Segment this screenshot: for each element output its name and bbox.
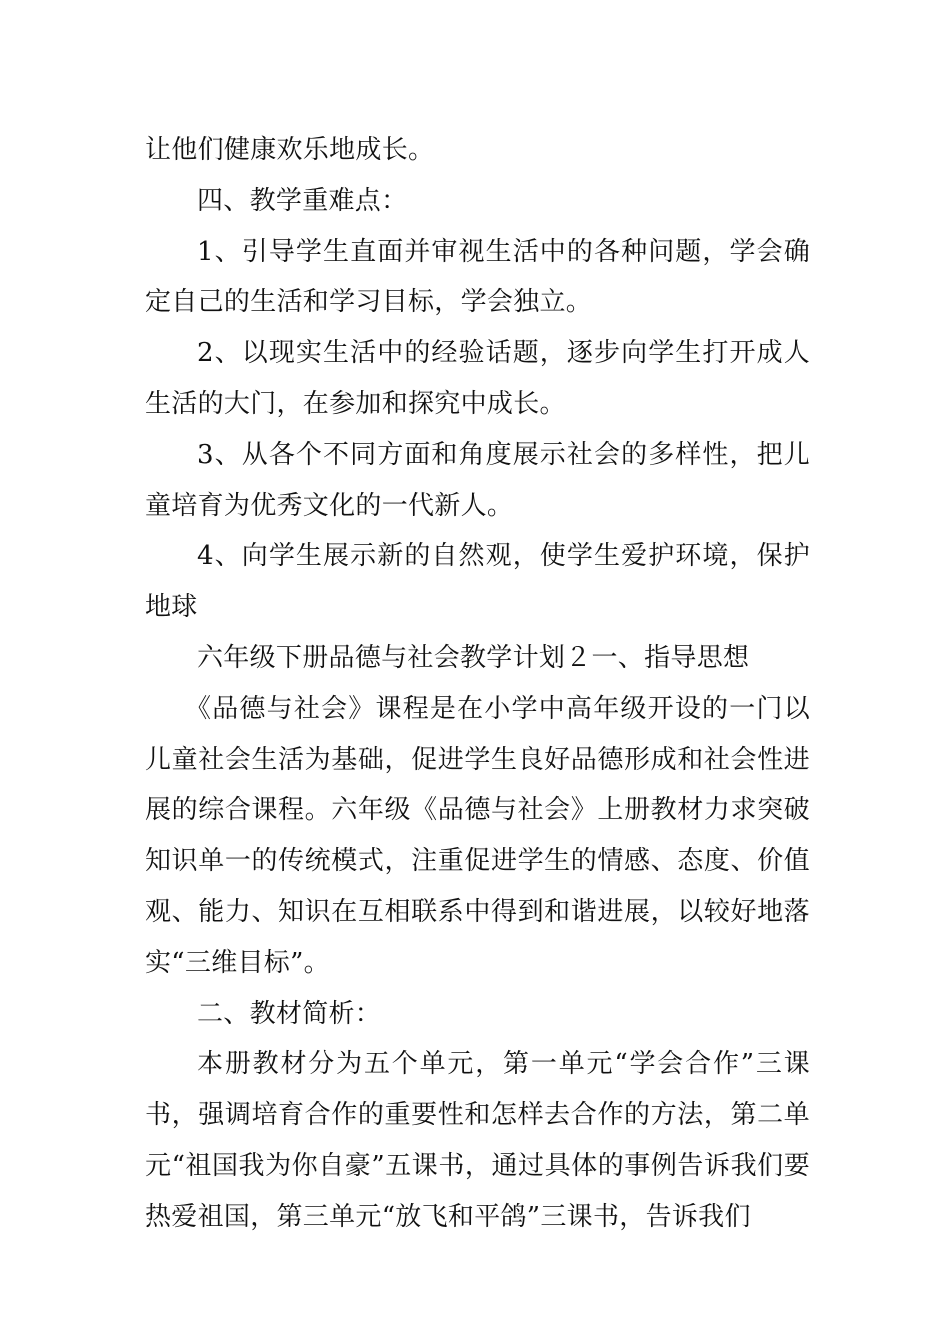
guiding-thought-paragraph: 《品德与社会》课程是在小学中高年级开设的一门以儿童社会生活为基础，促进学生良好品德形成和社会性进展的综合课程。六年级《品德与社会》上册教材力求突破知识单一的传统模式，注重促进学生的情感、态度、价值观、能力、知识在互相联系中得到和谐进展，以较好地落实“三维目标”。	[145, 693, 810, 978]
document-body	[145, 125, 810, 1243]
paragraph-continuation: 让他们健康欢乐地成长。	[145, 135, 435, 165]
textbook-analysis-paragraph: 本册教材分为五个单元，第一单元“学会合作”三课书，强调培育合作的重要性和怎样去合作的方法，第二单元“祖国我为你自豪”五课书，通过具体的事例告诉我们要热爱祖国，第三单元“放飞和平鸽”三课书，告诉我们	[145, 1049, 810, 1232]
list-item-3: 3、从各个不同方面和角度展示社会的多样性，把儿童培育为优秀文化的一代新人。	[145, 439, 810, 521]
list-item-4: 4、向学生展示新的自然观，使学生爱护环境，保护地球	[145, 541, 810, 623]
plan-title-heading: 六年级下册品德与社会教学计划２一、指导思想	[197, 642, 750, 673]
list-item-1: 1、引导学生直面并审视生活中的各种问题，学会确定自己的生活和学习目标，学会独立。	[145, 236, 810, 318]
section-heading-textbook-analysis: 二、教材简析：	[197, 998, 382, 1029]
section-heading-teaching-difficulties: 四、教学重难点：	[197, 185, 408, 216]
list-item-2: 2、以现实生活中的经验话题，逐步向学生打开成人生活的大门，在参加和探究中成长。	[145, 338, 810, 419]
